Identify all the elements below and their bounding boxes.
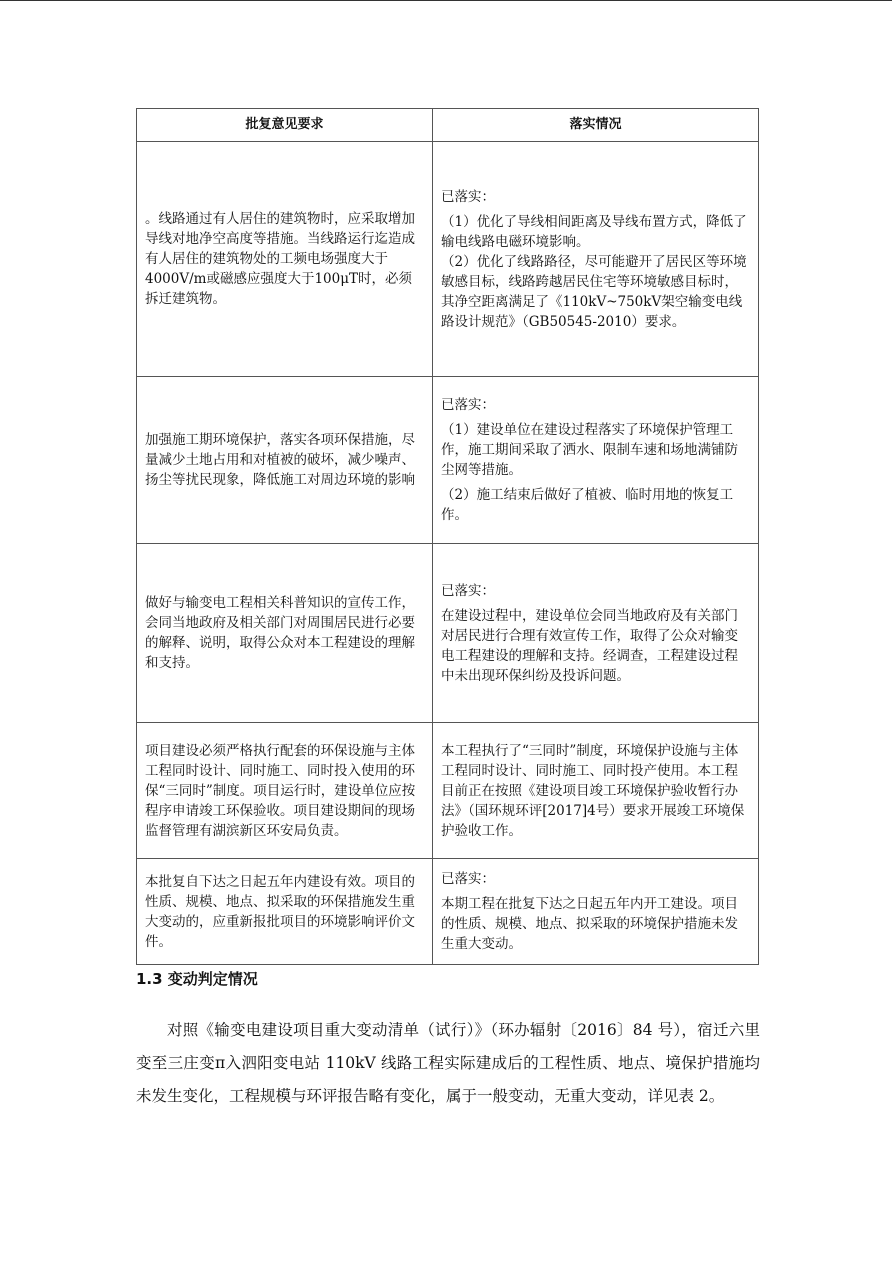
- implementation-cell: [433, 142, 759, 377]
- implementation-text: 已落实：: [441, 397, 495, 413]
- header-implementation: 落实情况: [433, 109, 759, 142]
- implementation-text: 已落实：: [441, 188, 495, 205]
- implementation-text: （1）优化了导线相间距离及导线布置方式，降低了输电线路电磁环境影响。: [441, 213, 747, 250]
- requirement-text: 做好与输变电工程相关科普知识的宣传工作，会同当地政府及相关部门对周围居民进行必要的解释、说明，取得公众对本工程建设的理解和支持。: [145, 595, 415, 671]
- page-top-border: [0, 0, 892, 1]
- requirement-cell: [137, 142, 433, 377]
- implementation-text: （2）优化了线路路径，尽可能避开了居民区等环境敏感目标，线路跨越居民住宅等环境敏感目标时，其净空距离满足了《110kV~750kV架空输变电线路设计规范》（GB50545-2010）要求。: [441, 253, 747, 330]
- table-header-row: [137, 109, 759, 142]
- requirement-text: 项目建设必须严格执行配套的环保设施与主体工程同时设计、同时施工、同时投入使用的环保“三同时”制度。项目运行时，建设单位应按程序申请竣工环保验收。项目建设期间的现场监督管理有湖滨新区环安局负责。: [145, 742, 416, 839]
- table-row: [137, 544, 759, 723]
- implementation-text: 本期工程在批复下达之日起五年内开工建设。项目的性质、规模、地点、拟采取的环境保护措施未发生重大变动。: [441, 896, 738, 952]
- implementation-cell: [433, 544, 759, 723]
- implementation-text: （2）施工结束后做好了植被、临时用地的恢复工作。: [441, 487, 734, 523]
- header-requirement: 批复意见要求: [137, 109, 433, 142]
- requirement-cell: [137, 377, 433, 544]
- requirement-cell: [137, 723, 433, 859]
- requirement-text: 加强施工期环境保护，落实各项环保措施，尽量减少土地占用和对植被的破坏，减少噪声、扬尘等扰民现象，降低施工对周边环境的影响: [145, 432, 415, 488]
- section-paragraph: 对照《输变电建设项目重大变动清单（试行）》（环办辐射〔2016〕84 号），宿迁六里变至三庄变π入泗阳变电站 110kV 线路工程实际建成后的工程性质、地点、境保护措施均未发生变化，工程规模与环评报告略有变化，属于一般变动，无重大变动，详见表 2。: [136, 1020, 760, 1105]
- implementation-cell: [433, 723, 759, 859]
- table-row: [137, 723, 759, 859]
- table-row: [137, 859, 759, 965]
- implementation-text: （1）建设单位在建设过程落实了环境保护管理工作，施工期间采取了洒水、限制车速和场地满铺防尘网等措施。: [441, 422, 738, 478]
- requirement-cell: [137, 544, 433, 723]
- implementation-text: 已落实：: [441, 582, 495, 599]
- requirement-cell: [137, 859, 433, 965]
- requirement-text: 。线路通过有人居住的建筑物时，应采取增加导线对地净空高度等措施。当线路运行迄造成有人居住的建筑物处的工频电场强度大于4000V/m或磁感应强度大于100μT时，必须拆迁建筑物。: [145, 211, 415, 307]
- requirement-text: 本批复自下达之日起五年内建设有效。项目的性质、规模、地点、拟采取的环保措施发生重大变动的，应重新报批项目的环境影响评价文件。: [145, 873, 415, 950]
- implementation-text: 已落实：: [441, 871, 495, 887]
- implementation-cell: [433, 377, 759, 544]
- table-row: [137, 377, 759, 544]
- section-heading: 1.3 变动判定情况: [136, 970, 258, 988]
- table-row: [137, 142, 759, 377]
- implementation-text: 在建设过程中，建设单位会同当地政府及有关部门对居民进行合理有效宣传工作，取得了公众对输变电工程建设的理解和支持。经调查，工程建设过程中未出现环保纠纷及投诉问题。: [441, 607, 738, 684]
- approval-table: [136, 108, 759, 965]
- implementation-text: 本工程执行了“三同时”制度，环境保护设施与主体工程同时设计、同时施工、同时投产使用。本工程目前正在按照《建设项目竣工环境保护验收暂行办法》（国环规环评[2017]4号）要求开展竣工环境保护验收工作。: [441, 742, 745, 839]
- implementation-cell: [433, 859, 759, 965]
